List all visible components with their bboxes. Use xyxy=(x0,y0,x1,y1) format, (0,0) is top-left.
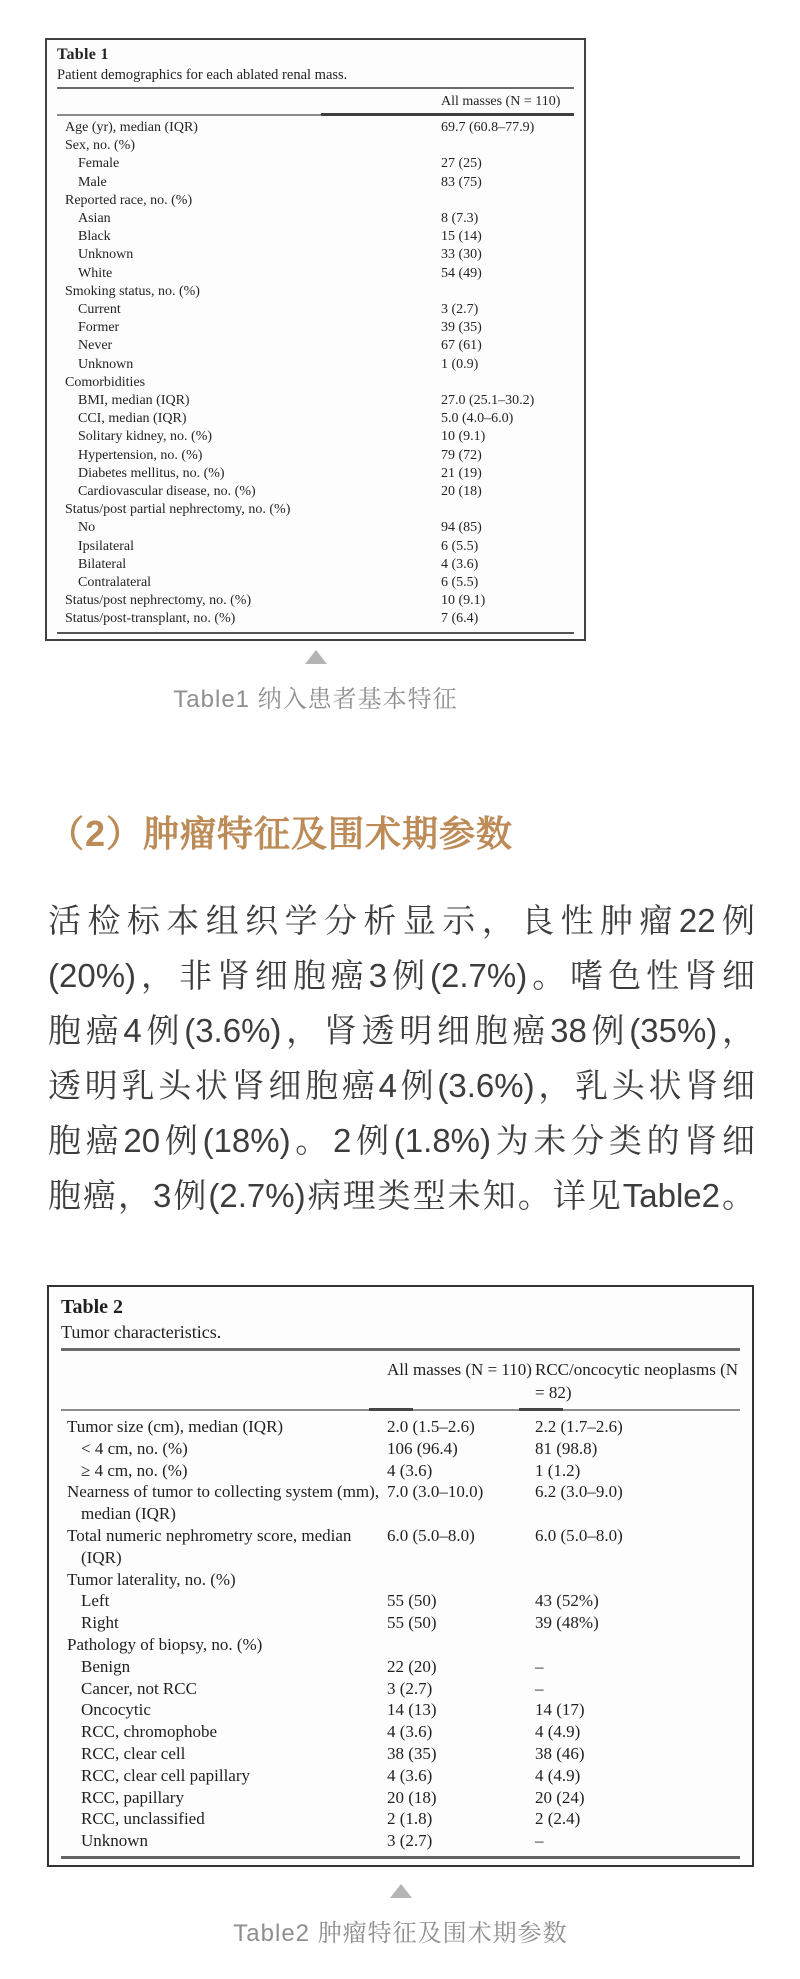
row-value: 21 (19) xyxy=(441,465,482,481)
table-row xyxy=(57,265,574,283)
row-label: Status/post nephrectomy, no. (%) xyxy=(65,593,252,609)
row-label: BMI, median (IQR) xyxy=(78,393,190,409)
paragraph-line: (20%)，非肾细胞癌3例(2.7%)。嗜色性肾细 xyxy=(48,957,755,994)
figure1-caption: Table1 纳入患者基本特征 xyxy=(173,686,458,713)
table-row xyxy=(57,374,574,392)
row-value: 15 (14) xyxy=(441,229,482,245)
row-label: Cancer, not RCC xyxy=(81,1678,197,1698)
row-value-rcc: 81 (98.8) xyxy=(535,1438,598,1458)
table-row xyxy=(61,1460,740,1482)
table-row xyxy=(57,301,574,319)
row-value: 10 (9.1) xyxy=(441,429,486,445)
table2-body xyxy=(61,1411,740,1852)
row-label: RCC, clear cell papillary xyxy=(81,1765,250,1785)
row-label: White xyxy=(78,265,113,281)
row-label: Tumor size (cm), median (IQR) xyxy=(67,1417,284,1436)
row-label: ≥ 4 cm, no. (%) xyxy=(81,1460,188,1480)
table-row xyxy=(57,519,574,537)
table-row xyxy=(61,1656,740,1678)
row-label: No xyxy=(78,520,96,536)
paragraph-line: 胞癌4例(3.6%)，肾透明细胞癌38例(35%)， xyxy=(48,1012,755,1049)
row-label: Pathology of biopsy, no. (%) xyxy=(67,1634,263,1654)
row-value: 8 (7.3) xyxy=(441,211,479,227)
table-row xyxy=(61,1830,740,1852)
paragraph-line: 透明乳头状肾细胞癌4例(3.6%)，乳头状肾细 xyxy=(48,1067,755,1104)
table2-bottom-rule xyxy=(61,1856,740,1859)
table-row xyxy=(61,1721,740,1743)
row-value: 54 (49) xyxy=(441,265,482,281)
row-value: 83 (75) xyxy=(441,174,482,190)
paragraph-line: 胞癌20例(18%)。2例(1.8%)为未分类的肾细 xyxy=(48,1122,755,1159)
table-row xyxy=(57,501,574,519)
row-label: Benign xyxy=(81,1656,131,1676)
row-value-rcc: 4 (4.9) xyxy=(535,1722,581,1742)
table-row xyxy=(57,356,574,374)
row-label: RCC, chromophobe xyxy=(81,1722,217,1742)
row-value: 6 (5.5) xyxy=(441,575,479,591)
row-value: 6 (5.5) xyxy=(441,538,479,554)
table-row xyxy=(57,538,574,556)
row-value: 33 (30) xyxy=(441,247,482,263)
row-label: RCC, papillary xyxy=(81,1787,184,1807)
row-label: Diabetes mellitus, no. (%) xyxy=(78,465,225,481)
row-label: Unknown xyxy=(78,356,134,372)
row-value: 20 (18) xyxy=(441,484,482,500)
triangle-up-icon xyxy=(390,1884,412,1898)
row-value-rcc: 4 (4.9) xyxy=(535,1765,581,1785)
row-label: Oncocytic xyxy=(81,1700,151,1720)
row-value: 4 (3.6) xyxy=(441,556,479,572)
row-label: Contralateral xyxy=(78,575,152,591)
table-row xyxy=(61,1590,740,1612)
row-value: 27.0 (25.1–30.2) xyxy=(441,393,535,409)
row-label: Cardiovascular disease, no. (%) xyxy=(78,484,256,500)
row-label: Male xyxy=(78,174,107,190)
row-value: 10 (9.1) xyxy=(441,593,486,609)
body-paragraph xyxy=(48,893,755,1223)
row-label: CCI, median (IQR) xyxy=(78,411,187,427)
row-value-all-masses: 2 (1.8) xyxy=(387,1809,433,1829)
row-label: Ipsilateral xyxy=(78,538,134,554)
row-value-rcc: 20 (24) xyxy=(535,1787,585,1807)
row-value-rcc: – xyxy=(535,1678,544,1698)
row-value-rcc: 6.2 (3.0–9.0) xyxy=(535,1482,623,1502)
table-row xyxy=(61,1569,740,1591)
row-value-rcc: 6.0 (5.0–8.0) xyxy=(535,1525,623,1545)
row-label: Solitary kidney, no. (%) xyxy=(78,429,213,445)
row-value-rcc: – xyxy=(535,1831,544,1851)
table-row xyxy=(61,1634,740,1656)
table2-subtitle: Tumor characteristics. xyxy=(61,1322,222,1342)
row-label: Unknown xyxy=(81,1831,149,1851)
row-value-rcc: 38 (46) xyxy=(535,1743,585,1763)
row-value-rcc: 14 (17) xyxy=(535,1700,585,1720)
table-row xyxy=(57,592,574,610)
table1-header-rule xyxy=(57,114,574,116)
table2-title: Table 2 xyxy=(61,1296,124,1318)
row-value: 27 (25) xyxy=(441,156,482,172)
table1-figure xyxy=(45,38,586,641)
table-row xyxy=(57,610,574,628)
table-row xyxy=(61,1612,740,1634)
row-value-all-masses: 4 (3.6) xyxy=(387,1722,433,1742)
table2-figure xyxy=(47,1285,754,1867)
table-row xyxy=(57,574,574,592)
table-row xyxy=(57,192,574,210)
table-row xyxy=(61,1525,740,1569)
row-label: Black xyxy=(78,229,111,245)
row-value-rcc: 2 (2.4) xyxy=(535,1809,581,1829)
row-label: Hypertension, no. (%) xyxy=(78,447,203,463)
row-label: Age (yr), median (IQR) xyxy=(65,120,198,135)
row-label: Tumor laterality, no. (%) xyxy=(67,1569,236,1589)
row-value-all-masses: 20 (18) xyxy=(387,1787,437,1807)
table2 xyxy=(47,1285,754,1867)
table-row xyxy=(61,1699,740,1721)
row-label: Status/post-transplant, no. (%) xyxy=(65,611,236,627)
row-label: Female xyxy=(78,156,120,172)
table-row xyxy=(61,1481,740,1525)
row-label: Smoking status, no. (%) xyxy=(65,283,200,299)
row-label: Right xyxy=(81,1613,119,1633)
table-row xyxy=(57,556,574,574)
row-value-all-masses: 3 (2.7) xyxy=(387,1678,433,1698)
row-value-all-masses: 4 (3.6) xyxy=(387,1460,433,1480)
row-value: 1 (0.9) xyxy=(441,356,479,372)
row-label: RCC, clear cell xyxy=(81,1743,186,1763)
row-label: Sex, no. (%) xyxy=(65,138,135,154)
table1-title: Table 1 xyxy=(57,46,109,63)
paragraph-line: 胞癌，3例(2.7%)病理类型未知。详见Table2。 xyxy=(48,1177,755,1214)
row-label: Asian xyxy=(78,211,111,227)
row-value-all-masses: 7.0 (3.0–10.0) xyxy=(387,1482,484,1502)
row-label: Status/post partial nephrectomy, no. (%) xyxy=(65,502,291,518)
table1-header-row xyxy=(57,89,574,114)
table-row xyxy=(61,1808,740,1830)
table-row xyxy=(57,246,574,264)
row-value: 79 (72) xyxy=(441,447,482,463)
table-row xyxy=(61,1787,740,1809)
triangle-up-icon xyxy=(305,650,327,664)
table-row xyxy=(61,1416,740,1438)
row-value-all-masses: 6.0 (5.0–8.0) xyxy=(387,1525,475,1545)
table1-bottom-rule xyxy=(57,632,574,634)
row-label: Comorbidities xyxy=(65,374,146,390)
row-label: RCC, unclassified xyxy=(81,1809,205,1829)
table1-header-empty xyxy=(57,93,441,111)
row-label: Total numeric nephrometry score, median (IQR) xyxy=(67,1525,352,1567)
table-row xyxy=(57,447,574,465)
row-value-all-masses: 2.0 (1.5–2.6) xyxy=(387,1417,475,1436)
row-value-all-masses: 3 (2.7) xyxy=(387,1831,433,1851)
table-row xyxy=(61,1743,740,1765)
row-value: 67 (61) xyxy=(441,338,482,354)
row-value-rcc: 43 (52%) xyxy=(535,1591,599,1611)
row-value-rcc: 1 (1.2) xyxy=(535,1460,581,1480)
row-value: 39 (35) xyxy=(441,320,482,336)
row-value-all-masses: 4 (3.6) xyxy=(387,1765,433,1785)
table-row xyxy=(57,174,574,192)
figure1-caption-block xyxy=(45,650,586,714)
table-row xyxy=(57,319,574,337)
row-label: Nearness of tumor to collecting system (mm), median (IQR) xyxy=(67,1482,380,1524)
figure2-caption: Table2 肿瘤特征及围术期参数 xyxy=(233,1920,568,1947)
row-value-rcc: 39 (48%) xyxy=(535,1613,599,1633)
row-value-rcc: – xyxy=(535,1656,544,1676)
table-row xyxy=(57,137,574,155)
table-row xyxy=(57,465,574,483)
table1-subtitle: Patient demographics for each ablated renal mass. xyxy=(57,67,348,83)
table-row xyxy=(57,210,574,228)
row-value-all-masses: 55 (50) xyxy=(387,1613,437,1633)
table1 xyxy=(45,38,586,641)
row-label: Reported race, no. (%) xyxy=(65,192,193,208)
table2-column-header-1: All masses (N = 110) xyxy=(387,1360,532,1379)
section-heading: （2）肿瘤特征及围术期参数 xyxy=(48,813,514,854)
row-label: Unknown xyxy=(78,247,134,263)
table-row xyxy=(61,1678,740,1700)
row-label: Former xyxy=(78,320,120,336)
row-value-all-masses: 55 (50) xyxy=(387,1591,437,1611)
table-row xyxy=(57,392,574,410)
row-value: 69.7 (60.8–77.9) xyxy=(441,120,535,135)
table2-header-rule xyxy=(61,1409,740,1411)
paragraph-line: 活检标本组织学分析显示，良性肿瘤22例 xyxy=(48,902,755,939)
table2-column-header-2: RCC/oncocytic neoplasms (N = 82) xyxy=(535,1360,739,1402)
row-value-rcc: 2.2 (1.7–2.6) xyxy=(535,1417,623,1436)
row-value: 3 (2.7) xyxy=(441,302,479,318)
row-label: Never xyxy=(78,338,113,354)
table-row xyxy=(57,428,574,446)
table-row xyxy=(61,1765,740,1787)
table-row xyxy=(57,228,574,246)
row-value-all-masses: 38 (35) xyxy=(387,1743,437,1763)
table-row xyxy=(57,337,574,355)
table-row xyxy=(61,1438,740,1460)
row-value-all-masses: 106 (96.4) xyxy=(387,1438,458,1458)
table-row xyxy=(57,283,574,301)
row-value-all-masses: 14 (13) xyxy=(387,1700,437,1720)
row-label: Left xyxy=(81,1591,110,1611)
table-row xyxy=(57,119,574,137)
table-row xyxy=(57,410,574,428)
row-value-all-masses: 22 (20) xyxy=(387,1656,437,1676)
row-value: 7 (6.4) xyxy=(441,611,479,627)
table-row xyxy=(57,483,574,501)
figure2-caption-block xyxy=(47,1884,754,1948)
table2-header-row xyxy=(61,1351,740,1409)
row-value: 5.0 (4.0–6.0) xyxy=(441,411,514,427)
table-row xyxy=(57,155,574,173)
row-label: < 4 cm, no. (%) xyxy=(81,1438,188,1458)
row-label: Bilateral xyxy=(78,556,127,572)
table1-body xyxy=(57,116,574,629)
row-label: Current xyxy=(78,302,121,318)
table2-header-empty xyxy=(61,1358,387,1404)
row-value: 94 (85) xyxy=(441,520,482,536)
table1-column-header: All masses (N = 110) xyxy=(441,94,561,109)
